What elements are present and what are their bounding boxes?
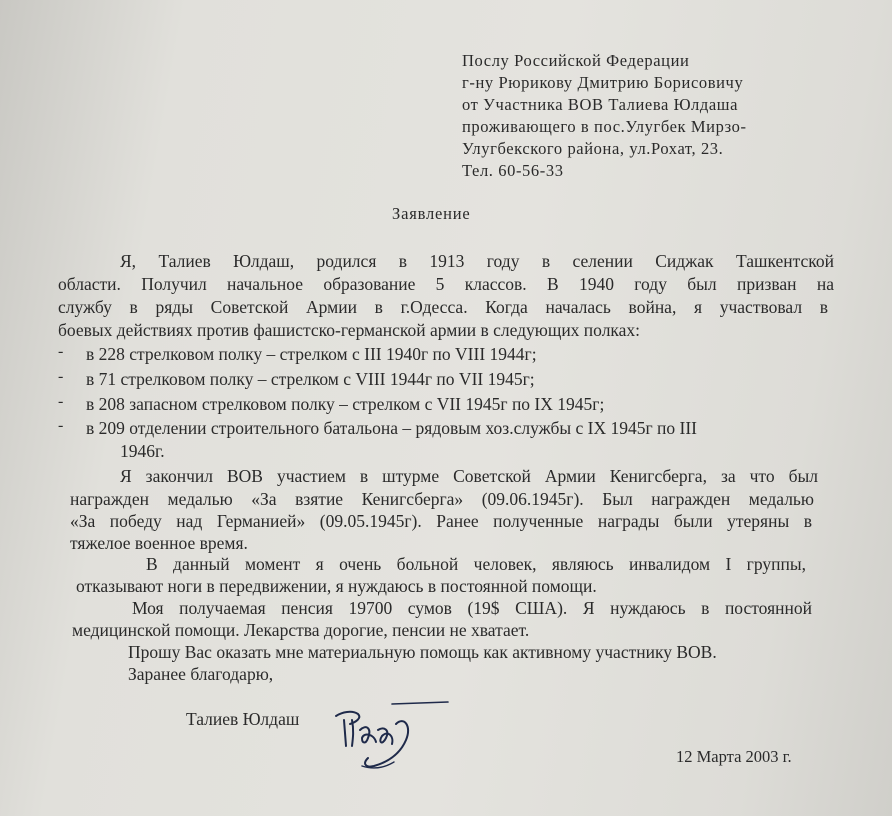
recipient-line-2: г-ну Рюрикову Дмитрию Борисовичу <box>462 73 744 92</box>
request-line: Прошу Вас оказать мне материальную помощь как активному участнику ВОВ. <box>128 642 717 662</box>
document-title: Заявление <box>392 204 471 223</box>
bullet-item-4: в 209 отделении строительного батальона – рядовым хоз.службы с IX 1945г по III <box>86 418 698 438</box>
signatory-name: Талиев Юлдаш <box>186 709 300 729</box>
paragraph-2-line-4: тяжелое военное время. <box>70 533 248 553</box>
handwritten-signature <box>322 696 452 778</box>
bullet-dash: - <box>58 417 64 434</box>
paragraph-3-line-2: отказывают ноги в передвижении, я нуждаюсь в постоянной помощи. <box>76 576 597 596</box>
paragraph-4-line-2: медицинской помощи. Лекарства дорогие, пенсии не хватает. <box>72 620 530 640</box>
recipient-line-3: от Участника ВОВ Талиева Юлдаша <box>462 95 739 114</box>
bullet-dash: - <box>58 393 64 410</box>
document-date: 12 Марта 2003 г. <box>676 747 792 766</box>
recipient-line-6: Тел. 60-56-33 <box>462 161 564 180</box>
paragraph-2-line-1: Я закончил ВОВ участием в штурме Советской Армии Кенигсберга, за что был <box>120 466 818 486</box>
paragraph-1-line-1: Я, Талиев Юлдаш, родился в 1913 году в селении Сиджак Ташкентской <box>120 251 834 271</box>
bullet-item-2: в 71 стрелковом полку – стрелком с VIII 1944г по VII 1945г; <box>86 369 535 389</box>
recipient-line-1: Послу Российской Федерации <box>462 51 690 70</box>
recipient-line-5: Улугбекского района, ул.Рохат, 23. <box>462 139 724 158</box>
recipient-line-4: проживающего в пос.Улугбек Мирзо- <box>462 117 747 136</box>
paragraph-1-line-3: службу в ряды Советской Армии в г.Одесса. Когда началась война, я участвовал в <box>58 297 828 317</box>
bullet-item-1: в 228 стрелковом полку – стрелком с III 1940г по VIII 1944г; <box>86 344 537 364</box>
paragraph-1-line-4: боевых действиях против фашистско-германской армии в следующих полках: <box>58 320 641 340</box>
bullet-dash: - <box>58 368 64 385</box>
bullet-item-3: в 208 запасном стрелковом полку – стрелком с VII 1945г по IX 1945г; <box>86 394 605 414</box>
paragraph-3-line-1: В данный момент я очень больной человек, являюсь инвалидом I группы, <box>146 554 806 574</box>
paragraph-4-line-1: Моя получаемая пенсия 19700 сумов (19$ США). Я нуждаюсь в постоянной <box>132 598 812 618</box>
paragraph-2-line-3: «За победу над Германией» (09.05.1945г). Ранее полученные награды были утеряны в <box>70 511 812 531</box>
bullet-item-4-continuation: 1946г. <box>120 441 165 461</box>
paragraph-1-line-2: области. Получил начальное образование 5 классов. В 1940 году был призван на <box>58 274 834 294</box>
paragraph-2-line-2: награжден медалью «За взятие Кенигсберга» (09.06.1945г). Был награжден медалью <box>70 489 814 509</box>
bullet-dash: - <box>58 343 64 360</box>
closing-line: Заранее благодарю, <box>128 664 274 684</box>
